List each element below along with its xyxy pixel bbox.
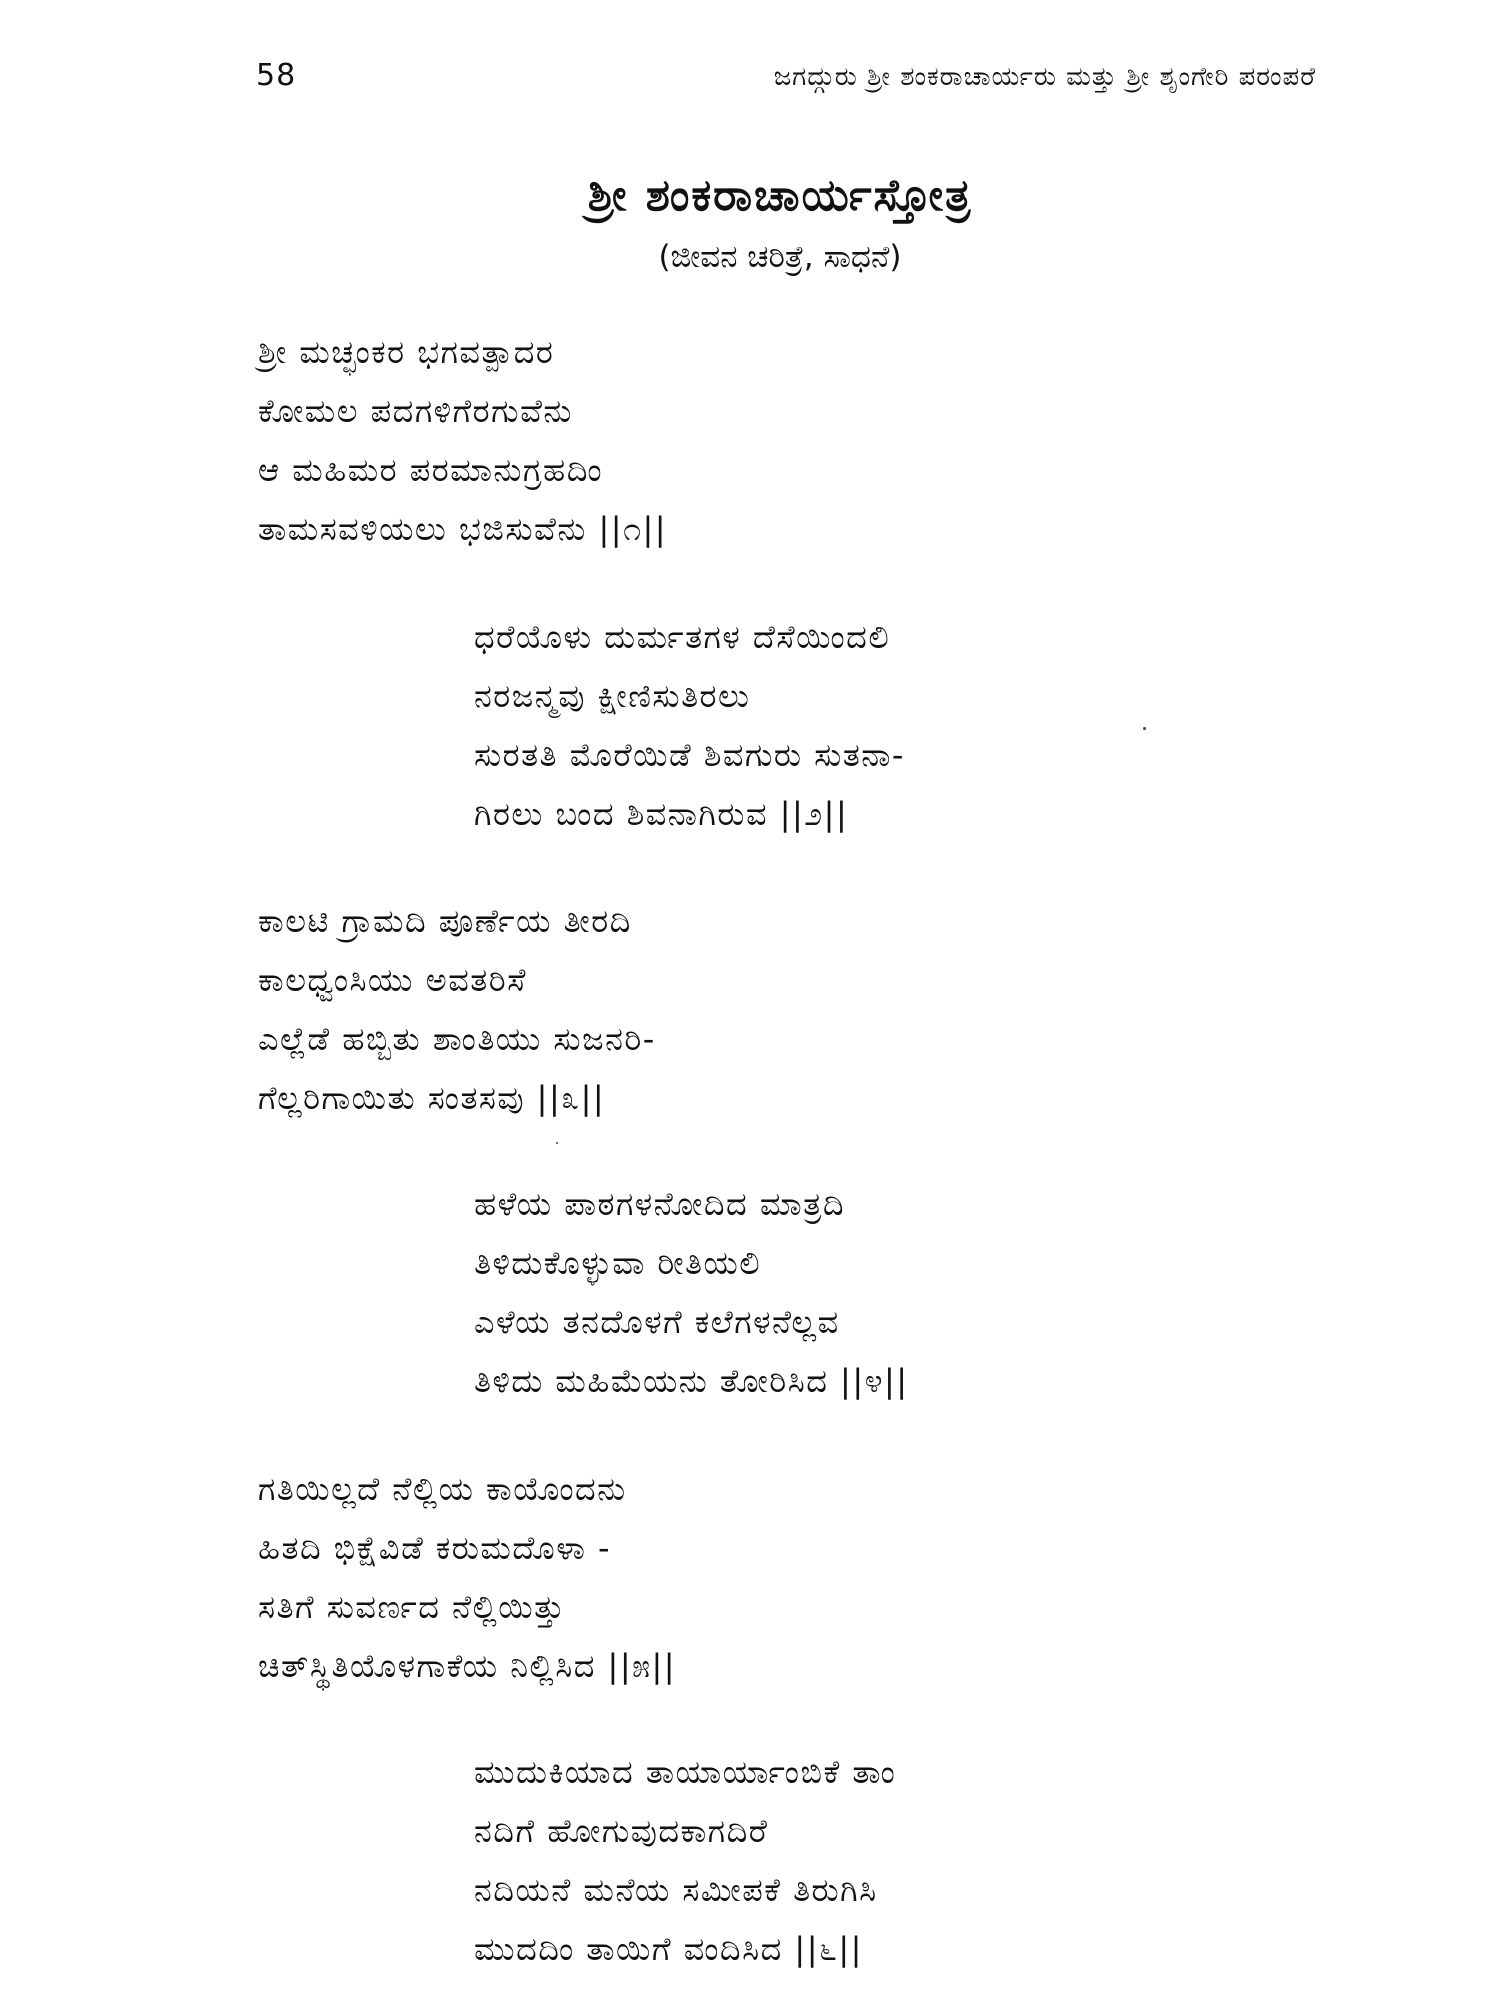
title-block xyxy=(0,170,1500,276)
stanza-6 xyxy=(474,1743,896,1979)
verse-line: ಮುದುಕಿಯಾದ ತಾಯಾರ್ಯಾಂಬಿಕೆ ತಾಂ xyxy=(474,1753,897,1791)
page-number: 58 xyxy=(256,58,297,93)
verse-line: ಗಿರಲು ಬಂದ ಶಿವನಾಗಿರುವ ||೨|| xyxy=(474,795,849,833)
verse-line: ತಿಳಿದು ಮಹಿಮೆಯನು ತೋರಿಸಿದ ||೪|| xyxy=(474,1362,909,1400)
verse-line: ಕಾಲಧ್ವಂಸಿಯು ಅವತರಿಸೆ xyxy=(258,961,527,999)
verse-line: ಹಿತದಿ ಭಿಕ್ಷೆವಿಡೆ ಕರುಮದೊಳಾ - xyxy=(258,1529,612,1567)
verse-line: ನರಜನ್ಮವು ಕ್ಷೀಣಿಸುತಿರಲು xyxy=(474,677,751,715)
verse-line: ಚಿತ್‌ಸ್ಥಿತಿಯೊಳಗಾಕೆಯ ನಿಲ್ಲಿಸಿದ ||೫|| xyxy=(258,1647,677,1685)
stanza-3 xyxy=(258,892,656,1128)
verse-line: ಸತಿಗೆ ಸುವರ್ಣದ ನೆಲ್ಲಿಯಿತ್ತು xyxy=(258,1588,566,1626)
stanza-1 xyxy=(258,323,667,559)
running-header xyxy=(256,58,1316,102)
verse-line: ಶ್ರೀ ಮಚ್ಛಂಕರ ಭಗವತ್ಪಾದರ xyxy=(258,333,555,371)
verse-line: ಹಳೆಯ ಪಾಠಗಳನೋದಿದ ಮಾತ್ರದಿ xyxy=(474,1185,846,1223)
page-title: ಶ್ರೀ ಶಂಕರಾಚಾರ್ಯಸ್ತೋತ್ರ xyxy=(587,170,973,221)
verse-line: ಕಾಲಟಿ ಗ್ರಾಮದಿ ಪೂರ್ಣೆಯ ತೀರದಿ xyxy=(258,902,632,940)
stanza-4 xyxy=(474,1175,909,1411)
verse-line: ತಿಳಿದುಕೊಳ್ಳುವಾ ರೀತಿಯಲಿ xyxy=(474,1244,762,1282)
stanza-5 xyxy=(258,1460,676,1696)
verse-line: ಗೆಲ್ಲರಿಗಾಯಿತು ಸಂತಸವು ||೩|| xyxy=(258,1079,606,1117)
verse-line: ಧರೆಯೊಳು ದುರ್ಮತಗಳ ದೆಸೆಯಿಂದಲಿ xyxy=(474,618,891,656)
verse-line: ಕೋಮಲ ಪದಗಳಿಗೆರಗುವೆನು xyxy=(258,392,573,430)
verse-line: ಗತಿಯಿಲ್ಲದೆ ನೆಲ್ಲಿಯ ಕಾಯೊಂದನು xyxy=(258,1470,627,1508)
scan-speck xyxy=(1143,727,1146,730)
verse-line: ತಾಮಸವಳಿಯಲು ಭಜಿಸುವೆನು ||೧|| xyxy=(258,510,668,548)
verse-line: ಎಲ್ಲೆಡೆ ಹಬ್ಬಿತು ಶಾಂತಿಯು ಸುಜನರಿ- xyxy=(258,1020,656,1058)
page-subtitle: (ಜೀವನ ಚರಿತ್ರೆ, ಸಾಧನೆ) xyxy=(658,239,902,275)
scan-speck xyxy=(556,1142,558,1144)
verse-line: ನದಿಗೆ ಹೋಗುವುದಕಾಗದಿರೆ xyxy=(474,1812,769,1850)
running-title: ಜಗದ್ಗುರು ಶ್ರೀ ಶಂಕರಾಚಾರ್ಯರು ಮತ್ತು ಶ್ರೀ ಶೃಂಗೇರಿ ಪರಂಪರೆ xyxy=(773,62,1316,92)
stanza-2 xyxy=(474,608,905,844)
verse-line: ನದಿಯನೆ ಮನೆಯ ಸಮೀಪಕೆ ತಿರುಗಿಸಿ xyxy=(474,1871,878,1909)
verse-line: ಎಳೆಯ ತನದೊಳಗೆ ಕಲೆಗಳನೆಲ್ಲವ xyxy=(474,1303,840,1341)
verse-line: ಮುದದಿಂ ತಾಯಿಗೆ ವಂದಿಸಿದ ||೬|| xyxy=(474,1930,863,1968)
verse-line: ಸುರತತಿ ಮೊರೆಯಿಡೆ ಶಿವಗುರು ಸುತನಾ- xyxy=(474,736,905,774)
verse-line: ಆ ಮಹಿಮರ ಪರಮಾನುಗ್ರಹದಿಂ xyxy=(258,451,604,489)
